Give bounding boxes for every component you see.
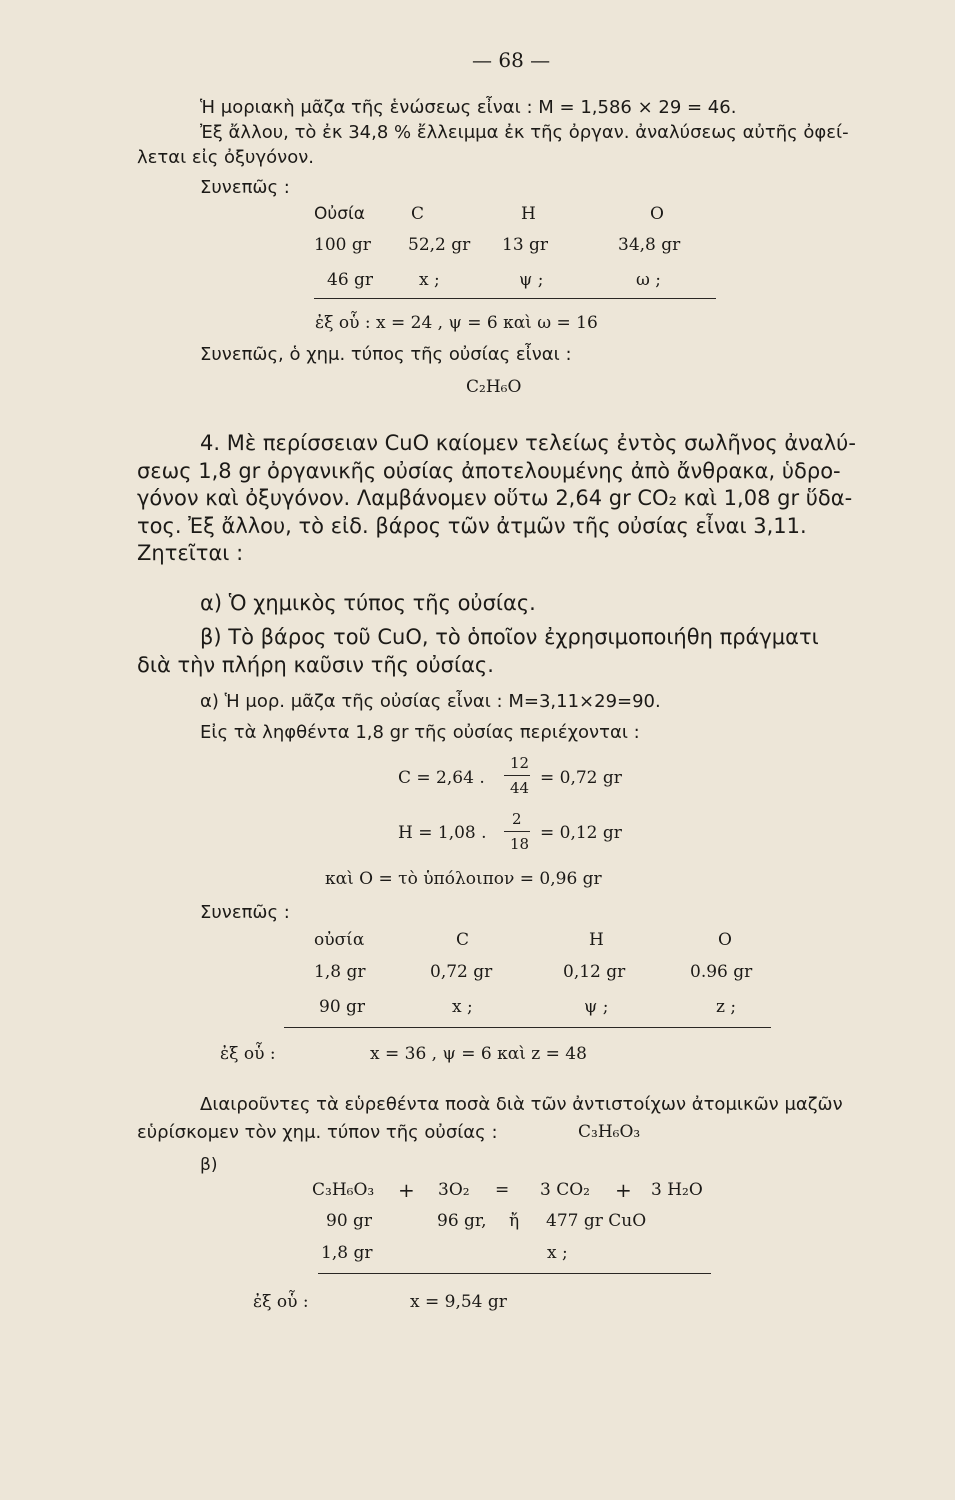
b-r1-cuo-mass: 477 gr CuO [546, 1211, 647, 1231]
eq-oxygen: 3O₂ [438, 1180, 470, 1200]
hydrogen-denominator: 18 [510, 835, 530, 853]
eq-plus-2: + [615, 1178, 632, 1202]
t1-formula: C₂H₆O [466, 377, 522, 397]
conclusion-formula: C₃H₆O₃ [578, 1122, 641, 1142]
t2-r2-h: ψ ; [584, 997, 609, 1017]
t2-r2-c: x ; [452, 997, 473, 1017]
t2-r1-c: 0,72 gr [430, 962, 493, 982]
carbon-numerator: 12 [510, 754, 530, 772]
t1-header-c: C [411, 204, 425, 224]
t2-header-h: H [589, 930, 604, 950]
question-a: α) Ὁ χημικὸς τύπος τῆς οὐσίας. [200, 591, 536, 615]
problem4-line-3: γόνον καὶ ὀξυγόνον. Λαμβάνομεν οὕτω 2,64 gr CO₂ καὶ 1,08 gr ὕδα- [137, 486, 853, 510]
hydrogen-lhs: H = 1,08 . [398, 823, 487, 843]
eq-equals: = [495, 1180, 510, 1200]
t2-header-substance: οὐσία [314, 930, 365, 950]
t1-r2-h: ψ ; [519, 270, 544, 290]
solution-b-label: β) [200, 1155, 218, 1175]
solution-a-therefore: Συνεπῶς : [200, 902, 290, 923]
b-r1-oxygen-mass: 96 gr, [437, 1211, 487, 1231]
intro-line-3: λεται εἰς ὀξυγόνον. [137, 147, 314, 168]
solution-a-line-1: α) Ἡ μορ. μᾶζα τῆς οὐσίας εἶναι : M=3,11×29=90. [200, 691, 661, 712]
problem4-line-2: σεως 1,8 gr ὀργανικῆς οὐσίας ἀποτελουμένης ἀπὸ ἄνθρακα, ὑδρο- [137, 459, 841, 483]
t2-r2-o: z ; [716, 997, 737, 1017]
b-result-label: ἐξ οὗ : [253, 1292, 309, 1312]
t2-r1-h: 0,12 gr [563, 962, 626, 982]
carbon-fraction-bar [504, 775, 530, 776]
solution-a-line-2: Εἰς τὰ ληφθέντα 1,8 gr τῆς οὐσίας περιέχονται : [200, 722, 640, 743]
t1-divider [314, 298, 716, 299]
t1-r1-h: 13 gr [502, 235, 549, 255]
intro-line-2: Ἐξ ἄλλου, τὸ ἐκ 34,8 % ἔλλειμμα ἐκ τῆς ὀργαν. ἀναλύσεως αὐτῆς ὀφεί- [200, 122, 849, 143]
t1-r2-substance: 46 gr [327, 270, 374, 290]
t1-header-o: O [650, 204, 664, 224]
intro-line-1: Ἡ μοριακὴ μᾶζα τῆς ἑνώσεως εἶναι : M = 1,586 × 29 = 46. [200, 97, 737, 118]
page-number: — 68 — [472, 48, 551, 72]
conclusion-line-1: Διαιροῦντες τὰ εὑρεθέντα ποσὰ διὰ τῶν ἀντιστοίχων ἀτομικῶν μαζῶν [200, 1094, 843, 1115]
question-b-line-2: διὰ τὴν πλήρη καῦσιν τῆς οὐσίας. [137, 653, 494, 677]
b-r2-unknown: x ; [547, 1243, 568, 1263]
b-result: x = 9,54 gr [410, 1292, 507, 1312]
t1-r2-o: ω ; [636, 270, 661, 290]
t1-r1-substance: 100 gr [314, 235, 371, 255]
b-divider [318, 1273, 711, 1274]
eq-water: 3 H₂O [651, 1180, 703, 1200]
b-r2-reactant-mass: 1,8 gr [321, 1243, 373, 1263]
b-r1-reactant-mass: 90 gr [326, 1211, 373, 1231]
problem4-line-5: Ζητεῖται : [137, 541, 244, 565]
t1-formula-intro: Συνεπῶς, ὁ χημ. τύπος τῆς οὐσίας εἶναι : [200, 344, 572, 365]
oxygen-remainder: καὶ O = τὸ ὑπόλοιπον = 0,96 gr [325, 869, 602, 889]
question-b-line-1: β) Τὸ βάρος τοῦ CuO, τὸ ὁποῖον ἐχρησιμοποιήθη πράγματι [200, 625, 819, 649]
t1-result: ἐξ οὗ : x = 24 , ψ = 6 καὶ ω = 16 [315, 313, 598, 333]
problem4-line-4: τος. Ἐξ ἄλλου, τὸ εἰδ. βάρος τῶν ἀτμῶν τῆς οὐσίας εἶναι 3,11. [137, 514, 807, 538]
t2-result-label: ἐξ οὗ : [220, 1044, 276, 1064]
b-r1-or: ἤ [509, 1211, 520, 1231]
hydrogen-fraction-bar [504, 831, 530, 832]
hydrogen-rhs: = 0,12 gr [540, 823, 622, 843]
intro-line-4: Συνεπῶς : [200, 177, 290, 198]
t2-result: x = 36 , ψ = 6 καὶ z = 48 [370, 1044, 587, 1064]
carbon-rhs: = 0,72 gr [540, 768, 622, 788]
problem4-line-1: 4. Μὲ περίσσειαν CuO καίομεν τελείως ἐντὸς σωλῆνος ἀναλύ- [200, 431, 856, 455]
eq-reactant: C₃H₆O₃ [312, 1180, 375, 1200]
t2-r1-substance: 1,8 gr [314, 962, 366, 982]
t1-r1-c: 52,2 gr [408, 235, 471, 255]
eq-plus-1: + [398, 1178, 415, 1202]
eq-co2: 3 CO₂ [540, 1180, 590, 1200]
t2-divider [284, 1027, 771, 1028]
t1-header-h: H [521, 204, 536, 224]
hydrogen-numerator: 2 [512, 810, 522, 828]
conclusion-line-2: εὑρίσκομεν τὸν χημ. τύπον τῆς οὐσίας : [137, 1122, 498, 1143]
carbon-denominator: 44 [510, 779, 530, 797]
t1-header-substance: Οὐσία [314, 204, 365, 224]
t2-header-o: O [718, 930, 732, 950]
t2-header-c: C [456, 930, 470, 950]
t1-r2-c: x ; [419, 270, 440, 290]
t2-r1-o: 0.96 gr [690, 962, 753, 982]
t2-r2-substance: 90 gr [319, 997, 366, 1017]
carbon-lhs: C = 2,64 . [398, 768, 485, 788]
t1-r1-o: 34,8 gr [618, 235, 681, 255]
